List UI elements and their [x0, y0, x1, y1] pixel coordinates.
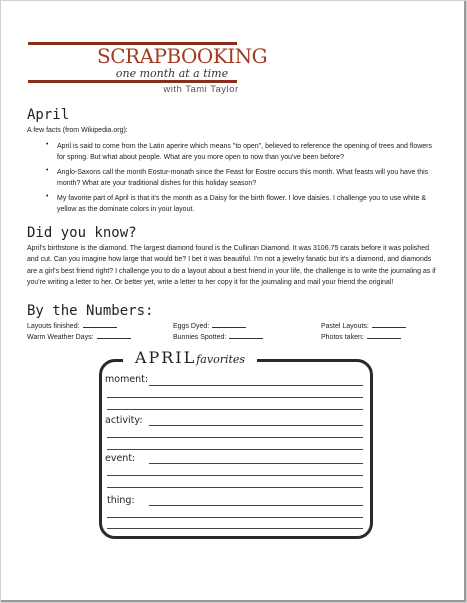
journal-line: [107, 475, 363, 476]
blank-line: [367, 332, 401, 339]
bullet-marker: •: [46, 141, 49, 148]
stat-label: Eggs Dyed:: [173, 323, 210, 330]
logo-title: SCRAPBOOKING: [97, 44, 268, 68]
stat-photos-taken: [321, 332, 401, 341]
april-bullet-3: My favorite part of April is that it's the month as a Daisy for the birth flower. I love daisies. I challenge you to use white & yellow as the dominate colors in your layout.: [57, 195, 427, 214]
did-you-know-heading: Did you know?: [27, 225, 137, 241]
stat-bunnies-spotted: [173, 332, 263, 341]
bullet-marker: •: [46, 167, 49, 174]
favorites-label-event: event:: [105, 453, 136, 464]
april-heading: April: [27, 107, 70, 123]
april-bullet-2: Anglo-Saxons call the month Eostur-monath since the Feast for Eostre occurs this month. What feasts will you have this month? What are your traditional dishes for this holiday season?: [57, 169, 429, 188]
favorites-label-thing: thing:: [107, 495, 135, 506]
stat-eggs-dyed: [173, 321, 246, 330]
april-intro: A few facts (from Wikipedia.org):: [27, 127, 128, 134]
header-bar-bottom: [28, 80, 237, 83]
journal-line: [149, 425, 363, 426]
stat-pastel-layouts: [321, 321, 406, 330]
favorites-label-moment: moment:: [105, 374, 149, 385]
journal-line: [107, 487, 363, 488]
favorites-title-script: favorites: [196, 353, 246, 366]
journal-line: [107, 437, 363, 438]
stat-label: Pastel Layouts:: [321, 323, 369, 330]
journal-line: [149, 385, 363, 386]
journal-line: [107, 409, 363, 410]
bullet-marker: •: [46, 193, 49, 200]
blank-line: [83, 321, 117, 328]
journal-line: [107, 528, 363, 529]
journal-line: [107, 517, 363, 518]
journal-line: [149, 463, 363, 464]
document-page: [1, 1, 466, 602]
logo-byline: with Tami Taylor: [163, 84, 239, 95]
blank-line: [229, 332, 263, 339]
numbers-heading: By the Numbers:: [27, 303, 154, 319]
blank-line: [97, 332, 131, 339]
stat-label: Bunnies Spotted:: [173, 334, 227, 341]
april-bullet-1: April is said to come from the Latin aperire which means "to open", believed to reference the opening of trees and flowers for spring. But what about people. What are you more open to now than you've been before?: [57, 143, 433, 162]
stat-warm-weather-days: [27, 332, 131, 341]
journal-line: [149, 505, 363, 506]
journal-line: [107, 449, 363, 450]
stat-label: Photos taken:: [321, 334, 364, 341]
favorites-label-activity: activity:: [105, 415, 143, 426]
journal-line: [107, 397, 363, 398]
blank-line: [212, 321, 246, 328]
stat-label: Layouts finished:: [27, 323, 80, 330]
favorites-title: [123, 348, 257, 370]
did-you-know-body: April's birthstone is the diamond. The largest diamond found is the Cullinan Diamond. It was 3106.75 carats before it was polished and cut. Can you imagine how large that would be? I bet it was beautiful. I'm not a jewelry fanatic but it's a diamond, and diamonds are a girl's best friend right? I challenge you to do a layout about a best friend in your life, the challenge is to write the journaling as if you're writing a letter to her. Or better yet, write a letter to her copy it for the journaling and mail your friend the original!: [27, 245, 436, 287]
logo-subtitle: one month at a time: [115, 67, 229, 80]
favorites-title-month: APRIL: [134, 348, 197, 367]
stat-label: Warm Weather Days:: [27, 334, 94, 341]
blank-line: [372, 321, 406, 328]
stat-layouts-finished: [27, 321, 117, 330]
